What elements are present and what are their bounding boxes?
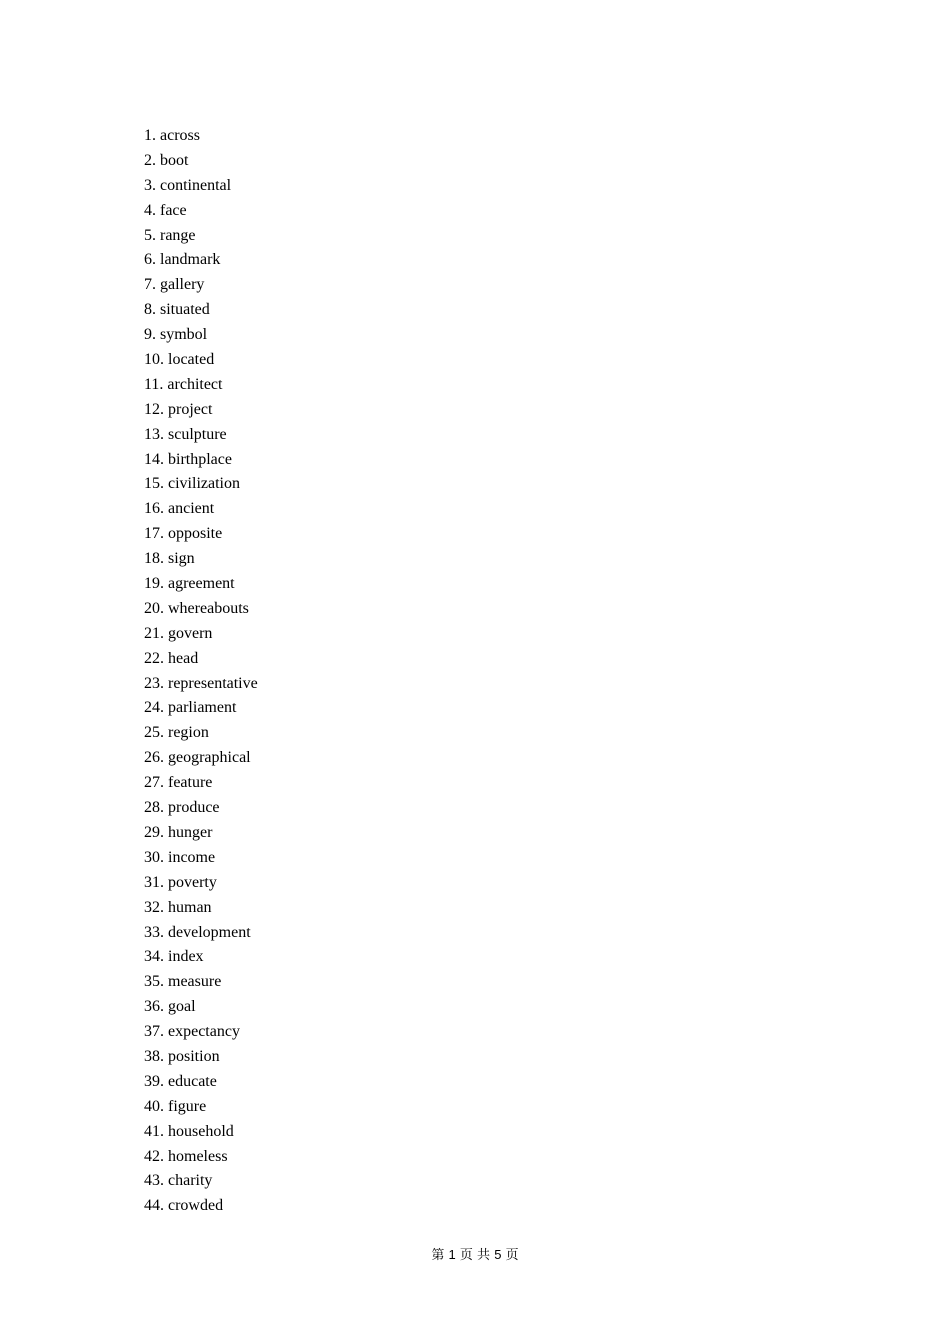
word-list-item: 2. boot xyxy=(144,151,189,169)
word-list-item: 42. homeless xyxy=(144,1147,228,1165)
word-list-item: 5. range xyxy=(144,226,196,244)
word-list-item: 36. goal xyxy=(144,998,196,1016)
word-list-item: 29. hunger xyxy=(144,823,213,841)
word-list-item: 44. crowded xyxy=(144,1197,224,1215)
word-list-item: 38. position xyxy=(144,1047,220,1065)
word-list-item: 16. ancient xyxy=(144,500,215,518)
word-list-item: 35. measure xyxy=(144,973,222,991)
word-list-item: 43. charity xyxy=(144,1172,213,1190)
word-list-item: 8. situated xyxy=(144,301,210,319)
word-list-item: 23. representative xyxy=(144,674,258,692)
word-list-item: 20. whereabouts xyxy=(144,599,249,617)
footer-prefix: 第 xyxy=(431,1248,445,1263)
word-list-item: 27. feature xyxy=(144,774,213,792)
word-list-item: 21. govern xyxy=(144,624,213,642)
word-list-item: 4. face xyxy=(144,201,187,219)
word-list xyxy=(144,124,258,1219)
word-list-item: 28. produce xyxy=(144,799,220,817)
word-list-item: 1. across xyxy=(144,127,200,144)
footer-middle: 页 共 xyxy=(459,1248,491,1263)
word-list-item: 40. figure xyxy=(144,1097,207,1115)
footer-suffix: 页 xyxy=(505,1248,519,1263)
word-list-item: 32. human xyxy=(144,898,212,916)
word-list-item: 39. educate xyxy=(144,1072,217,1090)
word-list-item: 13. sculpture xyxy=(144,425,227,443)
footer-current-page: 1 xyxy=(448,1247,456,1262)
word-list-item: 24. parliament xyxy=(144,699,237,717)
word-list-item: 37. expectancy xyxy=(144,1023,240,1041)
footer-total-pages: 5 xyxy=(494,1247,502,1262)
page-footer xyxy=(0,1246,950,1265)
word-list-item: 11. architect xyxy=(144,375,223,393)
word-list-item: 33. development xyxy=(144,923,251,941)
word-list-item: 3. continental xyxy=(144,176,232,194)
word-list-item: 19. agreement xyxy=(144,575,235,593)
word-list-item: 26. geographical xyxy=(144,749,251,767)
word-list-item: 9. symbol xyxy=(144,326,208,344)
word-list-item: 30. income xyxy=(144,848,216,866)
word-list-item: 22. head xyxy=(144,649,199,667)
word-list-item: 17. opposite xyxy=(144,525,223,543)
word-list-item: 41. household xyxy=(144,1122,234,1140)
word-list-item: 15. civilization xyxy=(144,475,240,493)
word-list-item: 14. birthplace xyxy=(144,450,232,468)
word-list-item: 10. located xyxy=(144,351,215,369)
word-list-item: 31. poverty xyxy=(144,873,217,891)
word-list-item: 18. sign xyxy=(144,550,195,568)
word-list-item: 25. region xyxy=(144,724,209,742)
word-list-item: 34. index xyxy=(144,948,204,966)
word-list-item: 12. project xyxy=(144,400,213,418)
word-list-item: 7. gallery xyxy=(144,276,205,294)
word-list-item: 6. landmark xyxy=(144,251,221,269)
